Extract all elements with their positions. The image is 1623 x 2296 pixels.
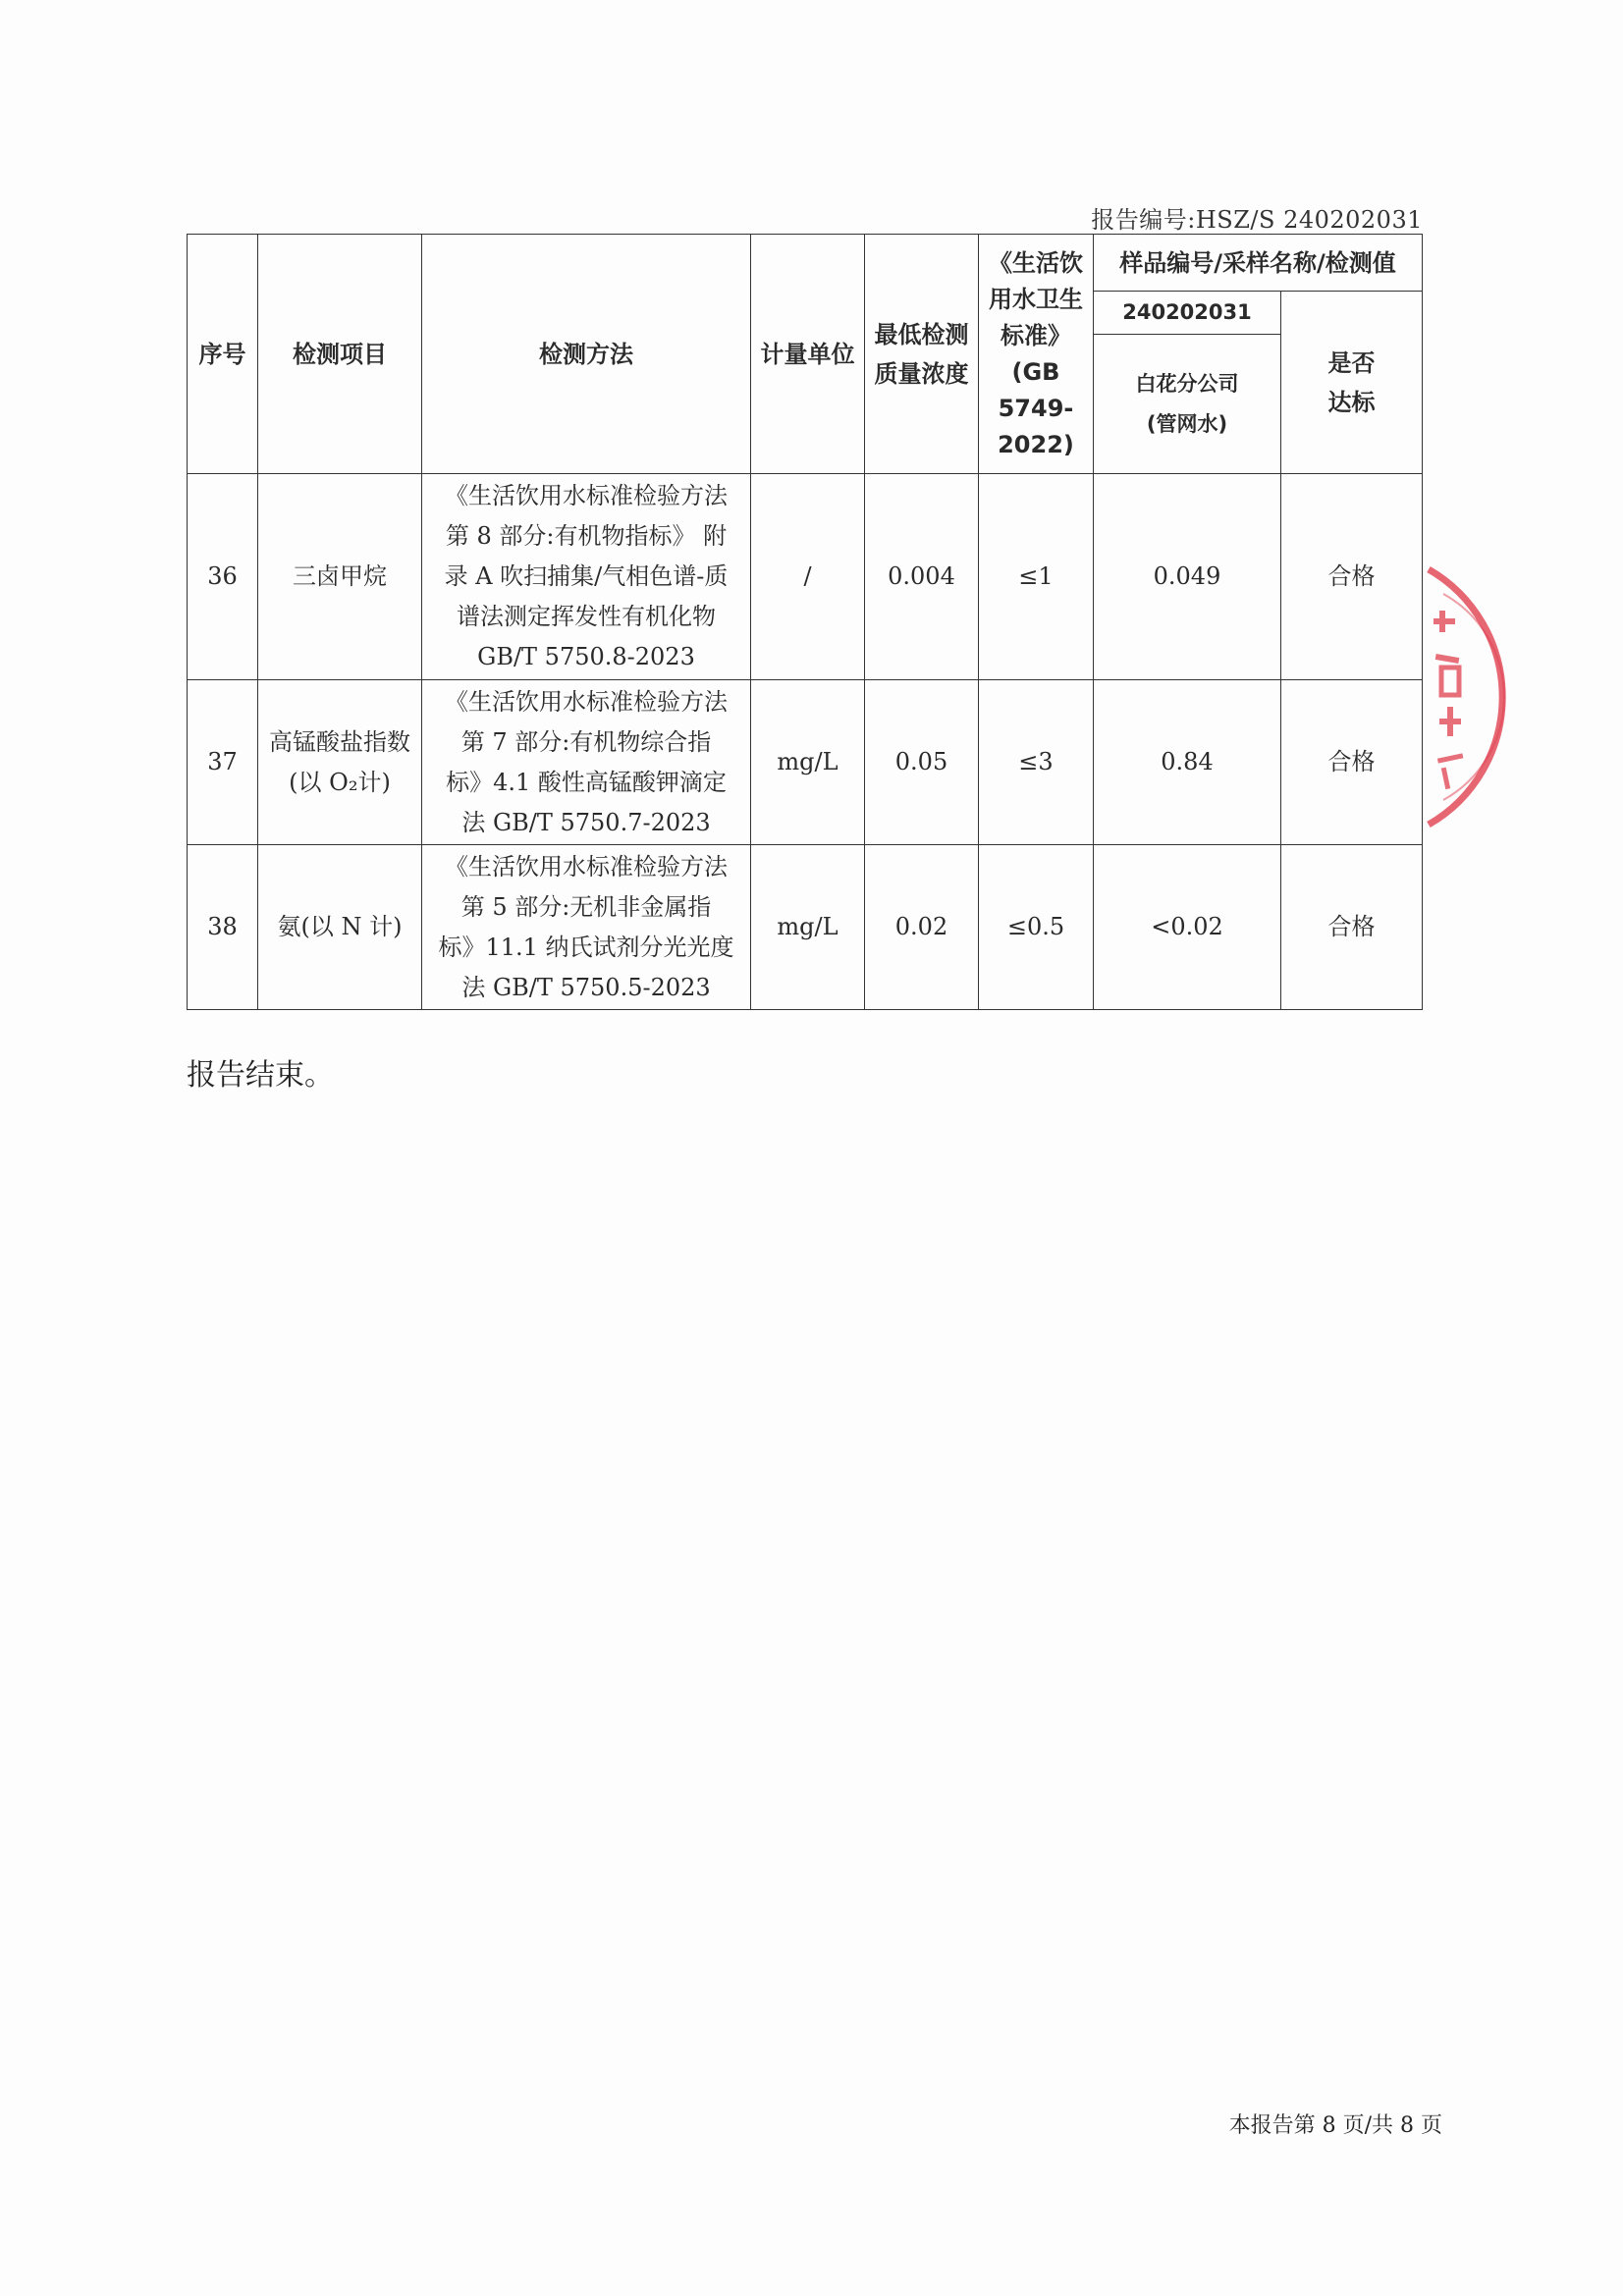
header-compliance: 是否 达标 <box>1281 292 1423 474</box>
row-method: 《生活饮用水标准检验方法 第 8 部分:有机物指标》 附 录 A 吹扫捕集/气相色谱-质 谱法测定挥发性有机化物 GB/T 5750.8-2023 <box>422 474 751 680</box>
row-unit: / <box>751 474 865 680</box>
table-row <box>188 845 1423 1010</box>
header-unit: 计量单位 <box>751 235 865 474</box>
row-unit: mg/L <box>751 680 865 845</box>
row-seq: 36 <box>188 474 258 680</box>
page-footer: 本报告第 8 页/共 8 页 <box>1228 2113 1442 2138</box>
official-seal-stamp <box>1404 550 1571 844</box>
row-value: <0.02 <box>1094 845 1281 1010</box>
row-seq: 38 <box>188 845 258 1010</box>
row-seq: 37 <box>188 680 258 845</box>
header-item: 检测项目 <box>258 235 422 474</box>
row-method: 《生活饮用水标准检验方法 第 7 部分:有机物综合指 标》4.1 酸性高锰酸钾滴定 法 GB/T 5750.7-2023 <box>422 680 751 845</box>
row-item: 氨(以 N 计) <box>258 845 422 1010</box>
row-limit: ≤0.5 <box>979 845 1094 1010</box>
header-sample-name: 白花分公司 (管网水) <box>1094 335 1281 474</box>
row-item: 三卤甲烷 <box>258 474 422 680</box>
row-min-concentration: 0.02 <box>865 845 979 1010</box>
header-method: 检测方法 <box>422 235 751 474</box>
results-table <box>187 234 1423 1010</box>
row-value: 0.84 <box>1094 680 1281 845</box>
row-limit: ≤3 <box>979 680 1094 845</box>
header-min-concentration: 最低检测 质量浓度 <box>865 235 979 474</box>
table-row <box>188 680 1423 845</box>
row-unit: mg/L <box>751 845 865 1010</box>
table-row <box>188 474 1423 680</box>
row-min-concentration: 0.05 <box>865 680 979 845</box>
row-method: 《生活饮用水标准检验方法 第 5 部分:无机非金属指 标》11.1 纳氏试剂分光光度 法 GB/T 5750.5-2023 <box>422 845 751 1010</box>
header-standard: 《生活饮 用水卫生 标准》 (GB 5749- 2022) <box>979 235 1094 474</box>
header-sample-id: 240202031 <box>1094 292 1281 335</box>
row-result: 合格 <box>1281 845 1423 1010</box>
row-limit: ≤1 <box>979 474 1094 680</box>
header-sample-group: 样品编号/采样名称/检测值 <box>1094 235 1423 292</box>
seal-icon <box>1404 550 1571 844</box>
row-value: 0.049 <box>1094 474 1281 680</box>
row-result: 合格 <box>1281 680 1423 845</box>
row-min-concentration: 0.004 <box>865 474 979 680</box>
row-item: 高锰酸盐指数 (以 O₂计) <box>258 680 422 845</box>
header-seq: 序号 <box>188 235 258 474</box>
row-result: 合格 <box>1281 474 1423 680</box>
report-number: 报告编号:HSZ/S 240202031 <box>1091 206 1423 234</box>
report-end-note: 报告结束。 <box>187 1058 334 1093</box>
